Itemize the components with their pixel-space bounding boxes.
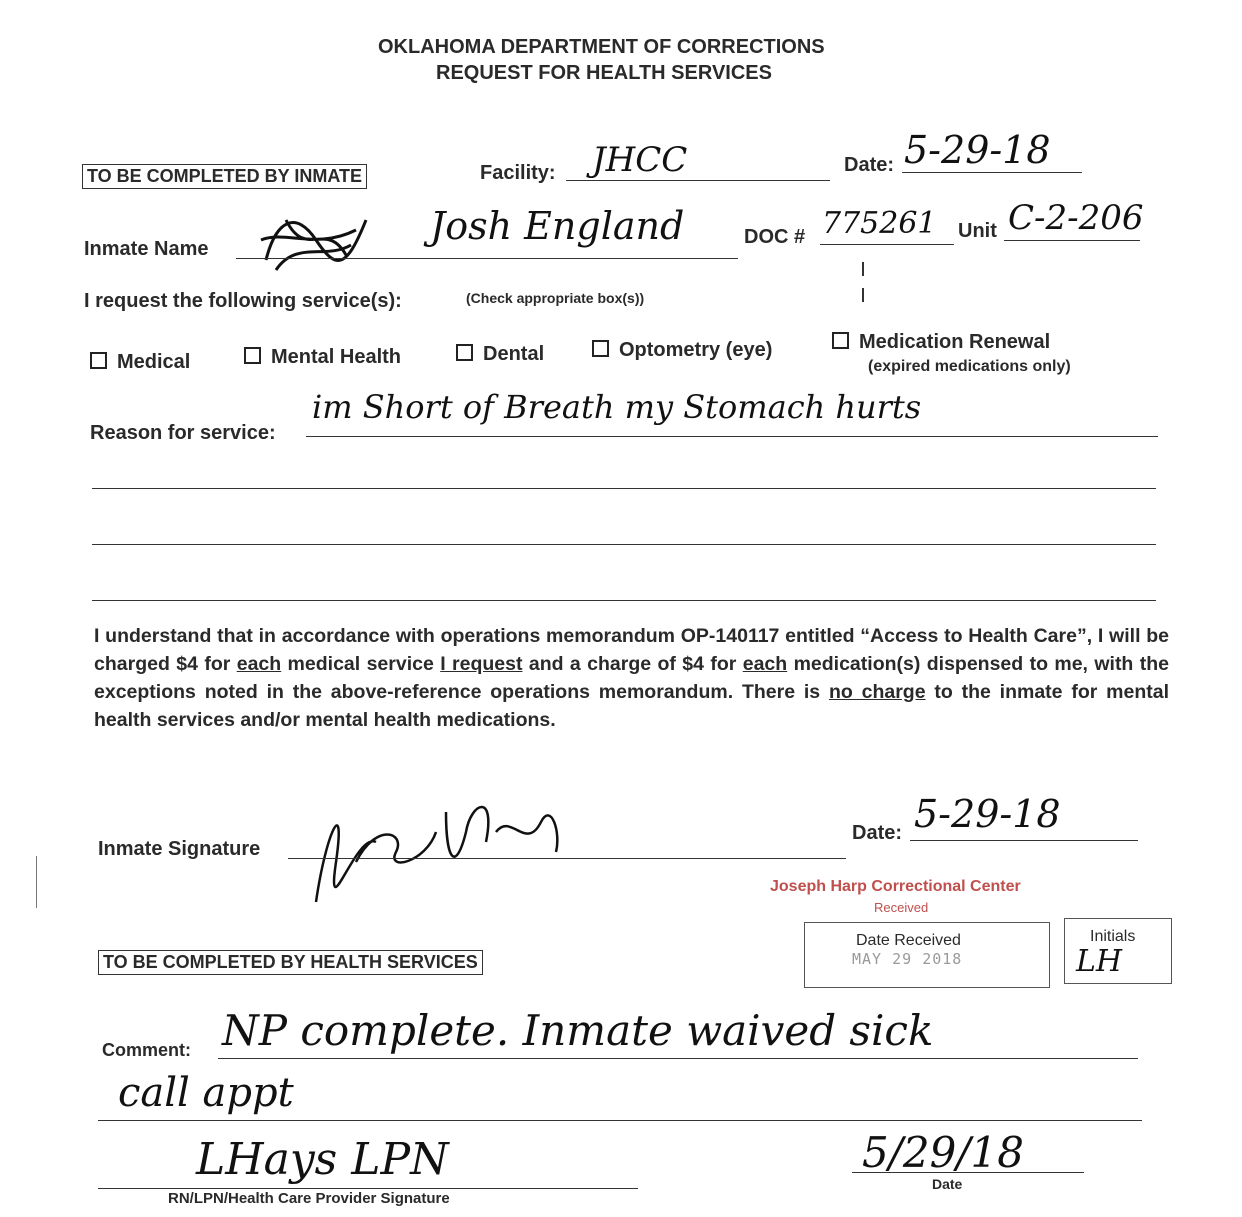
doc-value: 775261 [822,206,937,241]
checkbox-mental-health[interactable] [244,347,261,364]
provider-signature-label: RN/LPN/Health Care Provider Signature [168,1190,450,1207]
statement-underline: each [236,653,282,675]
statement-underline: I request [440,653,523,675]
statement-text: medication(s) dispensed to me, with the exceptions noted in the above-reference operations memorandum. There is [94,653,1169,703]
statement-text: I understand that in accordance with operations memorandum OP-140117 entitled “Access to Health Care”, I will be charged $4 for [94,625,1169,675]
health-section-heading: TO BE COMPLETED BY HEALTH SERVICES [98,950,483,975]
unit-line [1004,240,1140,241]
checkbox-dental[interactable] [456,344,473,361]
initials-value: LH [1076,944,1123,979]
comment-line-2 [98,1120,1142,1121]
facility-value: JHCC [592,140,688,180]
service-label: Medical [117,351,191,373]
request-note: (Check appropriate box(s)) [466,290,645,306]
request-label: I request the following service(s): [84,290,402,312]
statement-text: to the inmate for mental health services and/or mental health medications. [94,681,1169,731]
statement-text: and a charge of $4 for [522,653,743,675]
service-medical[interactable] [90,351,190,374]
provider-signature-value: LHays LPN [196,1134,449,1185]
reason-line-1 [306,436,1158,437]
reason-value: im Short of Breath my Stomach hurts [312,388,922,426]
margin-tick-2 [862,288,864,302]
signature-date-label: Date: [852,822,903,844]
doc-line [820,244,954,245]
stamp-facility-name: Joseph Harp Correctional Center [770,878,1021,895]
date-received-label: Date Received [856,932,961,949]
service-mental-health[interactable] [244,346,401,369]
checkbox-medical[interactable] [90,352,107,369]
facility-label: Facility: [480,162,556,184]
margin-tick-1 [862,262,864,276]
checkbox-optometry[interactable] [592,340,609,357]
service-optometry[interactable] [592,339,772,362]
date-received-value: MAY 29 2018 [852,950,963,968]
comment-line1-text: NP complete. Inmate waived sick [222,1006,934,1055]
left-margin-mark [36,856,37,908]
statement-underline: each [742,653,788,675]
inmate-name-label: Inmate Name [84,238,209,260]
comment-line2-text: call appt [118,1070,294,1116]
service-medication-renewal[interactable] [832,331,1050,354]
provider-signature-line [98,1188,638,1189]
date-line [902,172,1082,173]
date-value: 5-29-18 [904,128,1051,172]
inmate-section-heading: TO BE COMPLETED BY INMATE [82,164,367,189]
form-header-line2: REQUEST FOR HEALTH SERVICES [436,62,772,84]
provider-date-label: Date [932,1176,963,1192]
date-label: Date: [844,154,895,176]
signature-date-value: 5-29-18 [914,792,1061,836]
form-header-line1: OKLAHOMA DEPARTMENT OF CORRECTIONS [378,36,825,58]
provider-date-line [852,1172,1084,1173]
signature-date-line [910,840,1138,841]
initials-label: Initials [1090,928,1136,945]
reason-line-2 [92,488,1156,489]
scribble-mark [256,200,376,280]
charge-statement [94,622,1169,734]
facility-line [566,180,830,181]
comment-label: Comment: [102,1040,191,1060]
service-label: Medication Renewal [859,331,1051,353]
stamp-received: Received [874,900,929,915]
statement-underline: no charge [828,681,926,703]
provider-date-value: 5/29/18 [862,1128,1024,1177]
inmate-signature [296,772,576,912]
service-label: Optometry (eye) [619,339,773,361]
unit-value: C-2-206 [1008,198,1144,238]
checkbox-medication-renewal[interactable] [832,332,849,349]
reason-line-3 [92,544,1156,545]
reason-line-4 [92,600,1156,601]
inmate-name-value: Josh England [430,204,685,248]
inmate-signature-label: Inmate Signature [98,838,261,860]
doc-label: DOC # [744,226,806,248]
inmate-name-line [236,258,738,259]
medication-renewal-note: (expired medications only) [868,358,1071,375]
service-label: Mental Health [271,346,402,368]
service-dental[interactable] [456,343,544,366]
statement-text: medical service [281,653,441,675]
reason-label: Reason for service: [90,422,276,444]
inmate-signature-line [288,858,846,859]
service-label: Dental [483,343,545,365]
comment-line-1 [218,1058,1138,1059]
unit-label: Unit [958,220,997,242]
